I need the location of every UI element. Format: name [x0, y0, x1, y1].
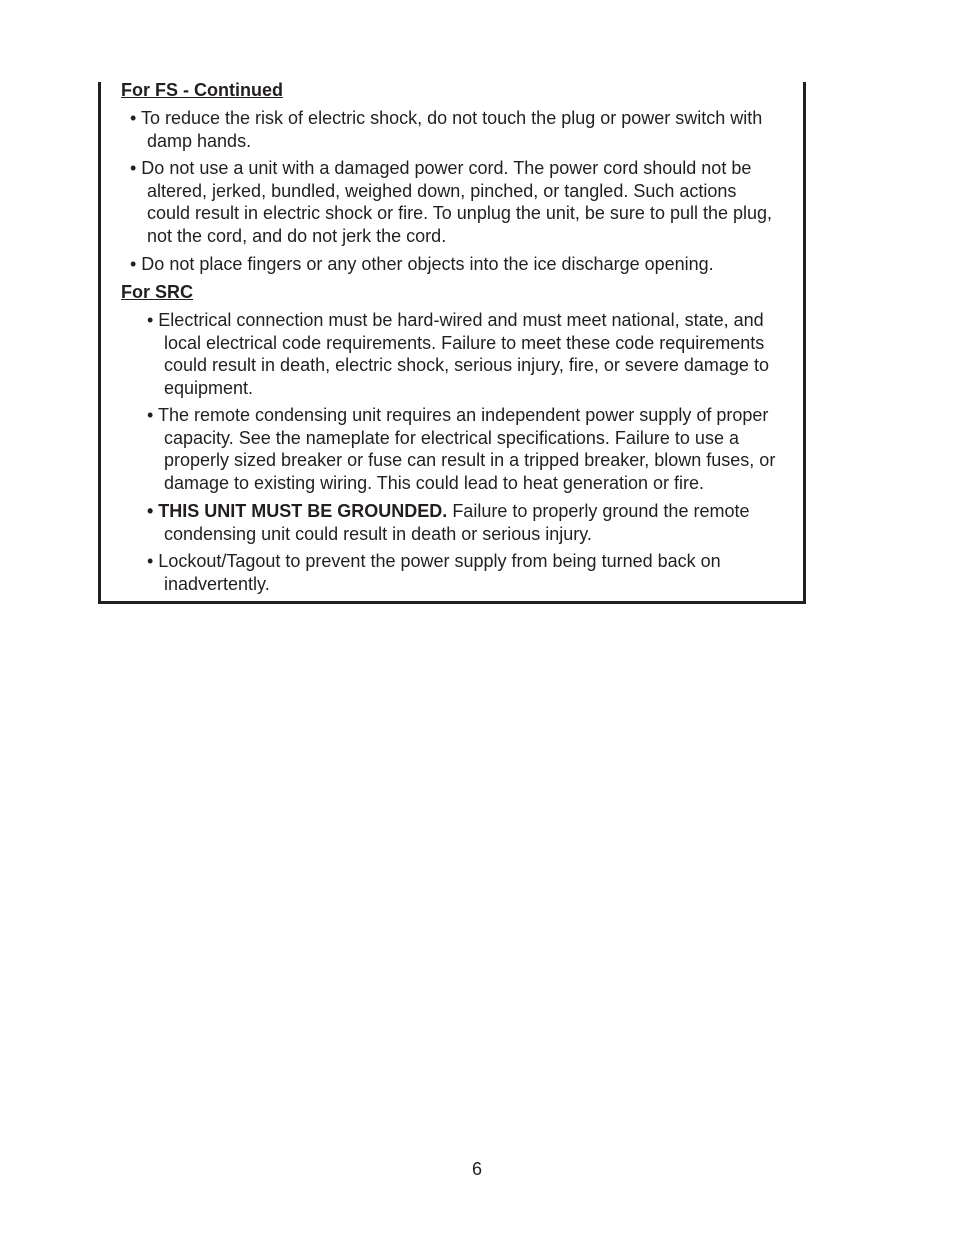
bullet-line: • Do not place fingers or any other objects into the ice discharge opening. — [130, 254, 714, 274]
src-bullet-lockout — [147, 550, 721, 595]
fs-section-heading: For FS - Continued — [121, 80, 283, 100]
grounded-warning-text: Failure to properly ground the remote — [447, 501, 750, 521]
bullet-line: • Electrical connection must be hard-wired and must meet national, state, and — [147, 310, 764, 330]
bullet-line: could result in death, electric shock, serious injury, fire, or severe damage to — [164, 355, 769, 376]
bullet-line: inadvertently. — [164, 573, 270, 594]
bullet-line: • Lockout/Tagout to prevent the power supply from being turned back on — [147, 551, 721, 571]
fs-bullet-plug-hands — [130, 107, 762, 152]
page-number: 6 — [471, 1159, 482, 1179]
bullet-line: • To reduce the risk of electric shock, do not touch the plug or power switch with — [130, 108, 763, 128]
bullet-line: altered, jerked, bundled, weighed down, pinched, or tangled. Such actions — [147, 180, 737, 201]
bullet-line: local electrical code requirements. Failure to meet these code requirements — [164, 332, 765, 353]
warning-box — [98, 82, 806, 604]
src-bullet-grounded — [147, 500, 749, 545]
fs-bullet-ice-opening — [130, 253, 714, 276]
bullet-line: capacity. See the nameplate for electrical specifications. Failure to use a — [164, 427, 739, 448]
bullet-line: • Do not use a unit with a damaged power cord. The power cord should not be — [130, 158, 752, 178]
bullet-line: not the cord, and do not jerk the cord. — [147, 225, 447, 246]
bullet-line: damage to existing wiring. This could lead to heat generation or fire. — [164, 472, 704, 493]
bullet-line: damp hands. — [147, 130, 252, 151]
bullet-line: • The remote condensing unit requires an independent power supply of proper — [147, 405, 769, 425]
grounded-warning-lead: • THIS UNIT MUST BE GROUNDED. — [147, 501, 448, 521]
bullet-line: equipment. — [164, 377, 254, 398]
bullet-line: condensing unit could result in death or serious injury. — [164, 523, 592, 544]
src-bullet-power-supply — [147, 404, 775, 494]
src-section-heading: For SRC — [121, 282, 193, 302]
src-bullet-hard-wired — [147, 309, 769, 399]
bullet-line: properly sized breaker or fuse can result in a tripped breaker, blown fuses, or — [164, 450, 776, 471]
bullet-line-grounded — [147, 500, 749, 523]
bullet-line: could result in electric shock or fire. To unplug the unit, be sure to pull the plug, — [147, 203, 773, 224]
fs-bullet-power-cord — [130, 157, 772, 247]
